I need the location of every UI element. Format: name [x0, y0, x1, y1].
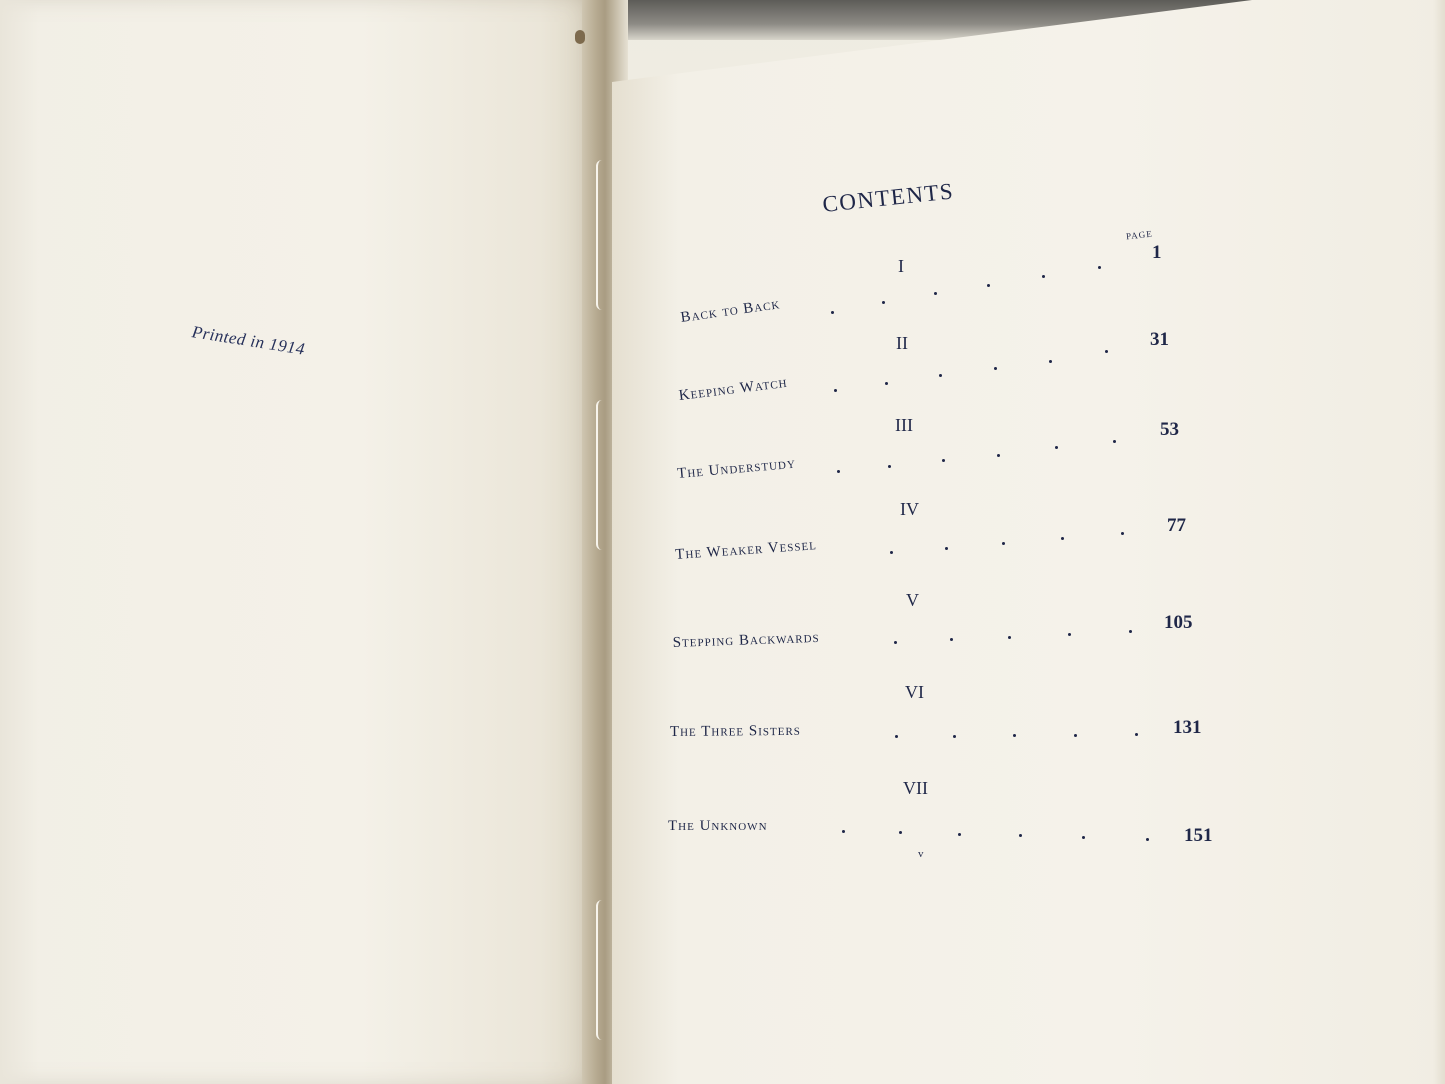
chapter-title: Keeping Watch: [677, 374, 789, 405]
leader-dot: [888, 465, 891, 468]
chapter-page-number: 77: [1167, 515, 1186, 536]
leader-dot: [1074, 734, 1077, 737]
leader-dot: [1105, 350, 1108, 353]
chapter-page-number: 53: [1160, 419, 1179, 440]
chapter-numeral: IV: [900, 499, 919, 519]
leader-dot: [958, 833, 961, 836]
chapter-numeral: VII: [903, 778, 928, 798]
leader-dot: [1019, 834, 1022, 837]
leader-dot: [1049, 360, 1052, 363]
leader-dot: [939, 374, 942, 377]
page-folio: v: [918, 848, 924, 860]
chapter-page-number: 131: [1173, 717, 1202, 738]
chapter-title: The Understudy: [676, 455, 797, 483]
chapter-title: The Three Sisters: [669, 722, 801, 741]
leader-dot: [1098, 266, 1101, 269]
leader-dot: [945, 547, 948, 550]
leader-dot: [890, 551, 893, 554]
leader-dot: [842, 830, 845, 833]
leader-dot: [882, 301, 885, 304]
printed-year-imprint: Printed in 1914: [190, 322, 307, 359]
chapter-page-number: 105: [1164, 612, 1193, 633]
chapter-numeral: III: [895, 415, 913, 435]
chapter-numeral: II: [896, 333, 908, 353]
leader-dot: [1013, 734, 1016, 737]
leader-dot: [1068, 633, 1071, 636]
leader-dot: [942, 459, 945, 462]
leader-dot: [934, 292, 937, 295]
leader-dot: [895, 735, 898, 738]
leader-dot: [1042, 275, 1045, 278]
leader-dot: [894, 641, 897, 644]
chapter-numeral: I: [898, 256, 904, 276]
chapter-title: Stepping Backwards: [672, 629, 820, 652]
leader-dot: [1146, 838, 1149, 841]
leader-dot: [837, 470, 840, 473]
leader-dot: [834, 389, 837, 392]
leader-dot: [950, 638, 953, 641]
leader-dot: [997, 454, 1000, 457]
leader-dot: [994, 367, 997, 370]
leader-dot: [1055, 446, 1058, 449]
page-column-label: PAGE: [1125, 228, 1154, 242]
leader-dot: [1135, 733, 1138, 736]
leader-dot: [1113, 440, 1116, 443]
chapter-title: The Unknown: [668, 818, 768, 834]
leader-dot: [1008, 636, 1011, 639]
leader-dot: [885, 382, 888, 385]
leader-dot: [987, 284, 990, 287]
leader-dot: [831, 311, 834, 314]
leader-dot: [1002, 542, 1005, 545]
chapter-numeral: VI: [905, 682, 924, 702]
leader-dot: [1082, 836, 1085, 839]
leader-dot: [1121, 532, 1124, 535]
contents-heading: CONTENTS: [821, 178, 956, 218]
chapter-title: Back to Back: [679, 296, 782, 327]
chapter-page-number: 31: [1150, 329, 1169, 350]
leader-dot: [953, 735, 956, 738]
leader-dot: [1129, 630, 1132, 633]
chapter-title: The Weaker Vessel: [674, 537, 818, 564]
chapter-numeral: V: [906, 590, 919, 610]
chapter-page-number: 1: [1152, 242, 1162, 263]
leader-dot: [899, 831, 902, 834]
chapter-page-number: 151: [1184, 825, 1213, 846]
leader-dot: [1061, 537, 1064, 540]
